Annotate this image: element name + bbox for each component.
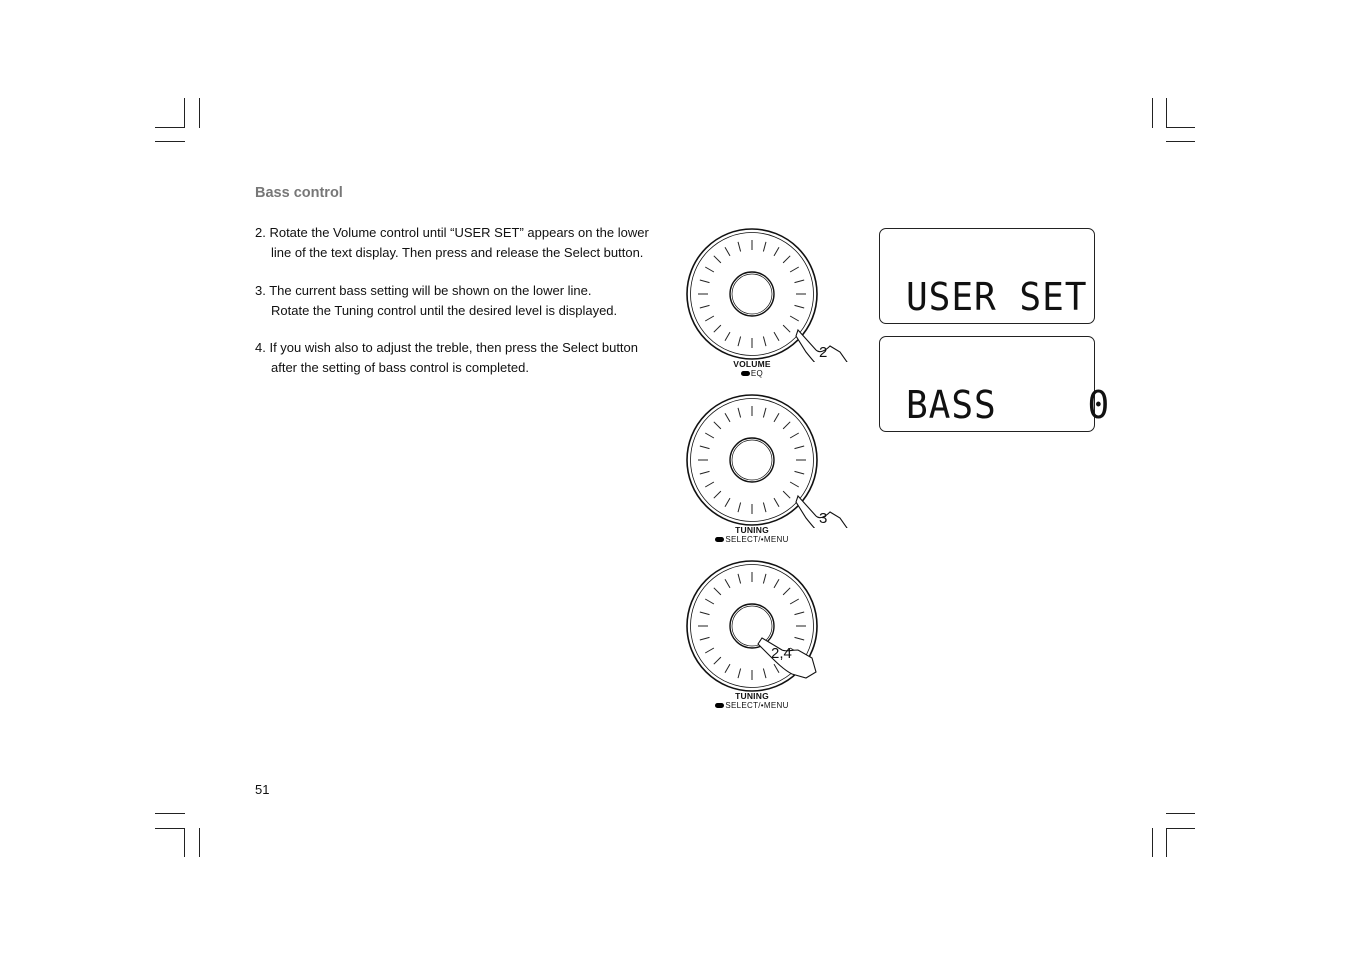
step-4-line-1: 4. If you wish also to adjust the treble, then press the Select button [255, 340, 639, 355]
instruction-step-2 [255, 223, 649, 262]
dial-label: TUNING [735, 525, 769, 535]
lcd-text: BASS 0 [906, 383, 1111, 427]
section-heading: Bass control [255, 185, 343, 201]
tuning-knob-icon [680, 388, 870, 528]
step-2-line-1: 2. Rotate the Volume control until “USER SET” appears on the lower [255, 225, 649, 240]
instruction-step-4 [255, 338, 638, 377]
button-pill-icon [741, 371, 750, 376]
dial-sublabel: SELECT/•MENU [680, 535, 824, 544]
step-number-label: 2 [819, 344, 828, 361]
step-number-label: 2,4 [771, 645, 792, 662]
instruction-step-3 [255, 281, 617, 320]
tuning-dial-figure [680, 388, 870, 548]
volume-knob-icon [680, 222, 870, 362]
step-4-line-2: after the setting of bass control is completed. [271, 359, 529, 375]
step-3-line-2: Rotate the Tuning control until the desired level is displayed. [271, 302, 618, 318]
button-pill-icon [715, 537, 724, 542]
dial-label: TUNING [735, 691, 769, 701]
page-number: 51 [255, 782, 270, 797]
step-3-line-1: 3. The current bass setting will be shown on the lower line. [255, 283, 592, 298]
lcd-display-user-set [879, 228, 1095, 324]
lcd-text: USER SET [906, 275, 1088, 319]
tuning-knob-press-icon [680, 554, 870, 694]
volume-dial-figure [680, 222, 870, 382]
button-pill-icon [715, 703, 724, 708]
dial-sublabel: SELECT/•MENU [680, 701, 824, 710]
lcd-display-bass [879, 336, 1111, 432]
tuning-select-dial-figure [680, 554, 870, 714]
dial-label: VOLUME [733, 359, 771, 369]
step-2-line-2: line of the text display. Then press and release the Select button. [271, 244, 644, 260]
dial-sublabel: EQ [680, 369, 824, 378]
step-number-label: 3 [819, 510, 828, 527]
